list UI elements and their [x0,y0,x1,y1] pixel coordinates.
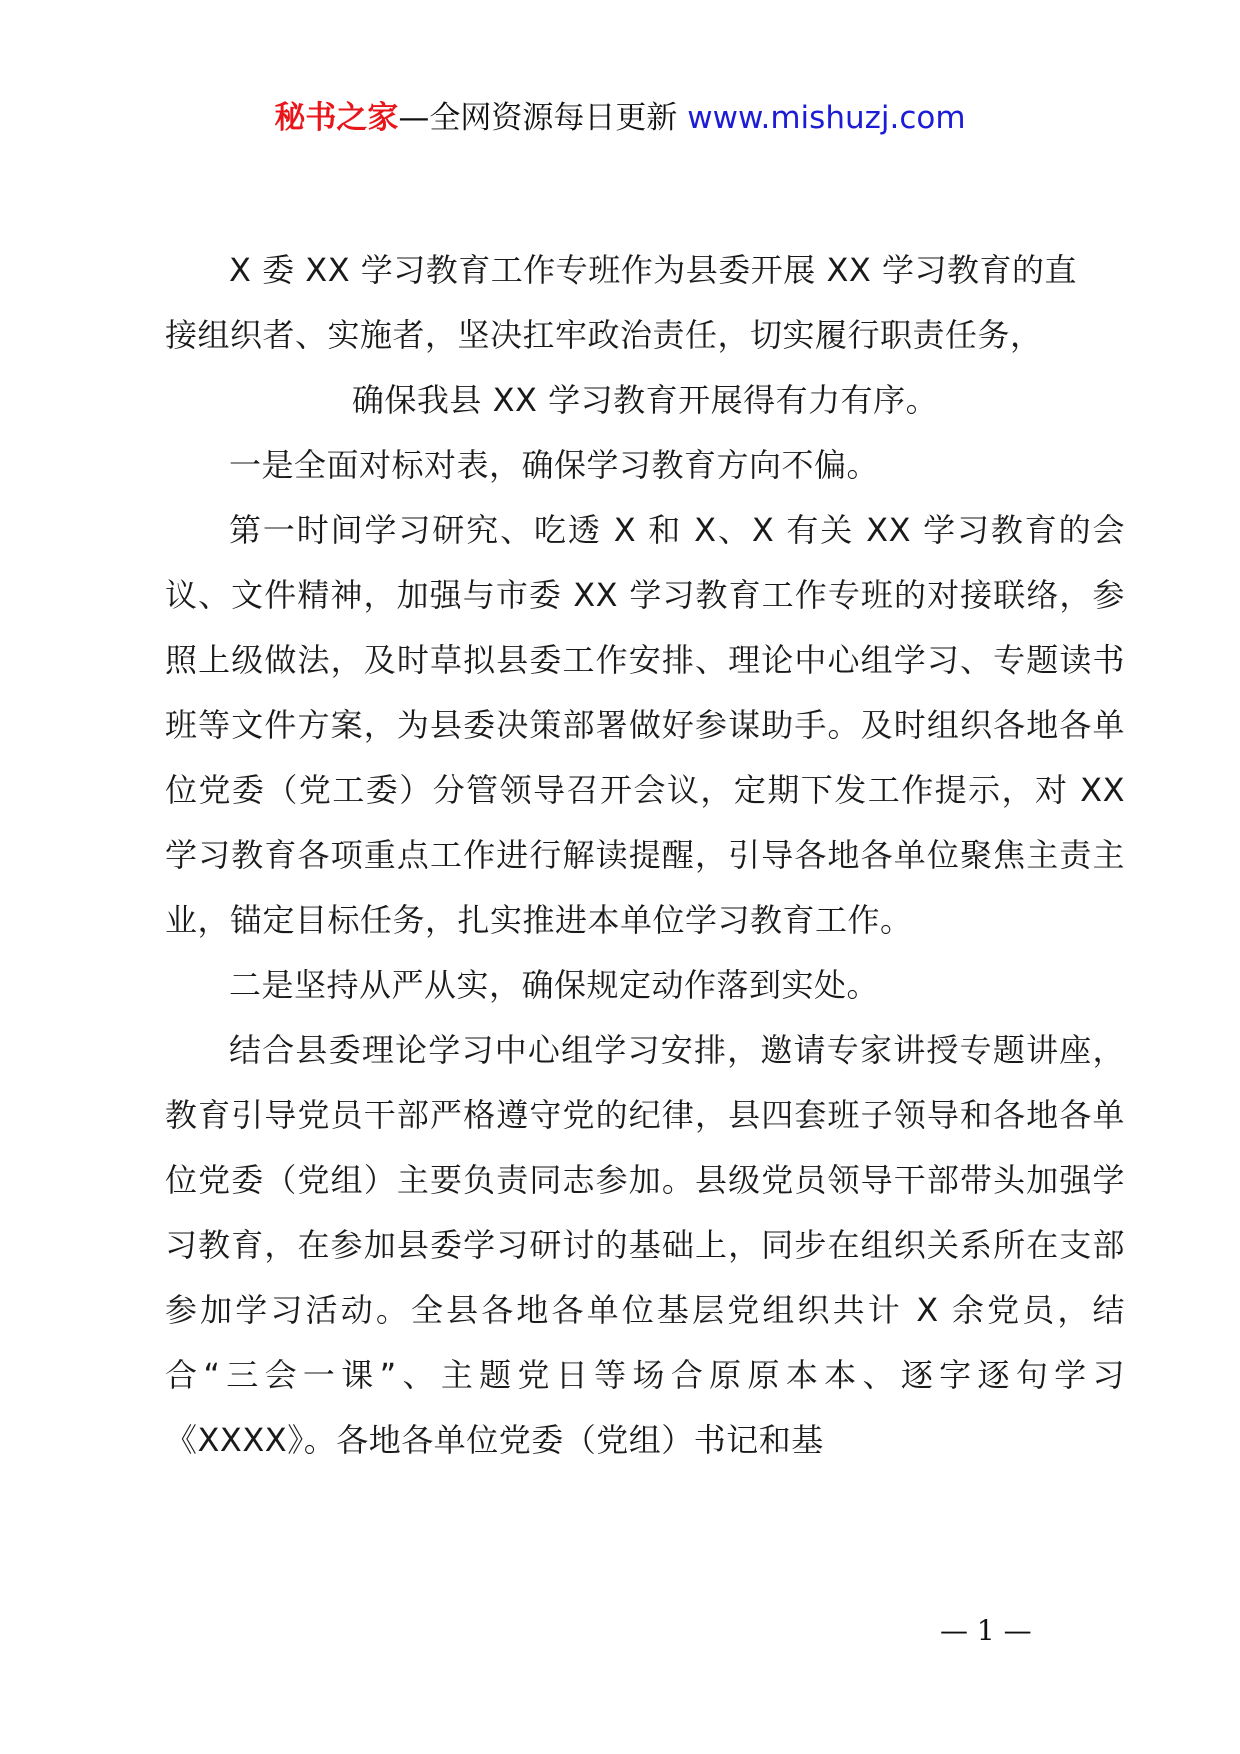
brand-name: 秘书之家 [274,100,399,136]
section-1-body: 第一时间学习研究、吃透 X 和 X、X 有关 XX 学习教育的会议、文件精神，加强与市委 XX 学习教育工作专班的对接联络，参照上级做法，及时草拟县委工作安排、理论中心组学习、专题读书班等文件方案，为县委决策部署做好参谋助手。及时组织各地各单位党委（党工委）分管领导召开会议，定期下发工作提示，对 XX 学习教育各项重点工作进行解读提醒，引导各地各单位聚焦主责主业，锚定目标任务，扎实推进本单位学习教育工作。 [165,511,1125,939]
site-url-link[interactable]: www.mishuzj.com [687,100,966,136]
header-tagline: —全网资源每日更新 [398,100,678,136]
section-2-heading: 二是坚持从严从实，确保规定动作落到实处。 [229,966,880,1004]
section-2-body: 结合县委理论学习中心组学习安排，邀请专家讲授专题讲座，教育引导党员干部严格遵守党的纪律，县四套班子领导和各地各单位党委（党组）主要负责同志参加。县级党员领导干部带头加强学习教育，在参加县委学习研讨的基础上，同步在组织关系所在支部参加学习活动。全县各地各单位基层党组织共计 X 余党员，结合“三会一课”、主题党日等场合原原本本、逐字逐句学习《XXXX》。各地各单位党委（党组）书记和基 [165,1031,1125,1459]
document-body [165,238,1125,1473]
intro-line-2: 接组织者、实施者，坚决扛牢政治责任，切实履行职责任务， [165,316,1043,354]
intro-line-3: 确保我县 XX 学习教育开展得有力有序。 [351,381,939,419]
page-header [0,98,1240,138]
intro-paragraph [165,238,1125,303]
intro-paragraph-end [165,368,1125,433]
intro-paragraph-cont [165,303,1125,368]
section-1-heading: 一是全面对标对表，确保学习教育方向不偏。 [229,446,880,484]
page-number: — 1 — [940,1614,1032,1647]
intro-line-1: X 委 XX 学习教育工作专班作为县委开展 XX 学习教育的直 [229,251,1077,289]
